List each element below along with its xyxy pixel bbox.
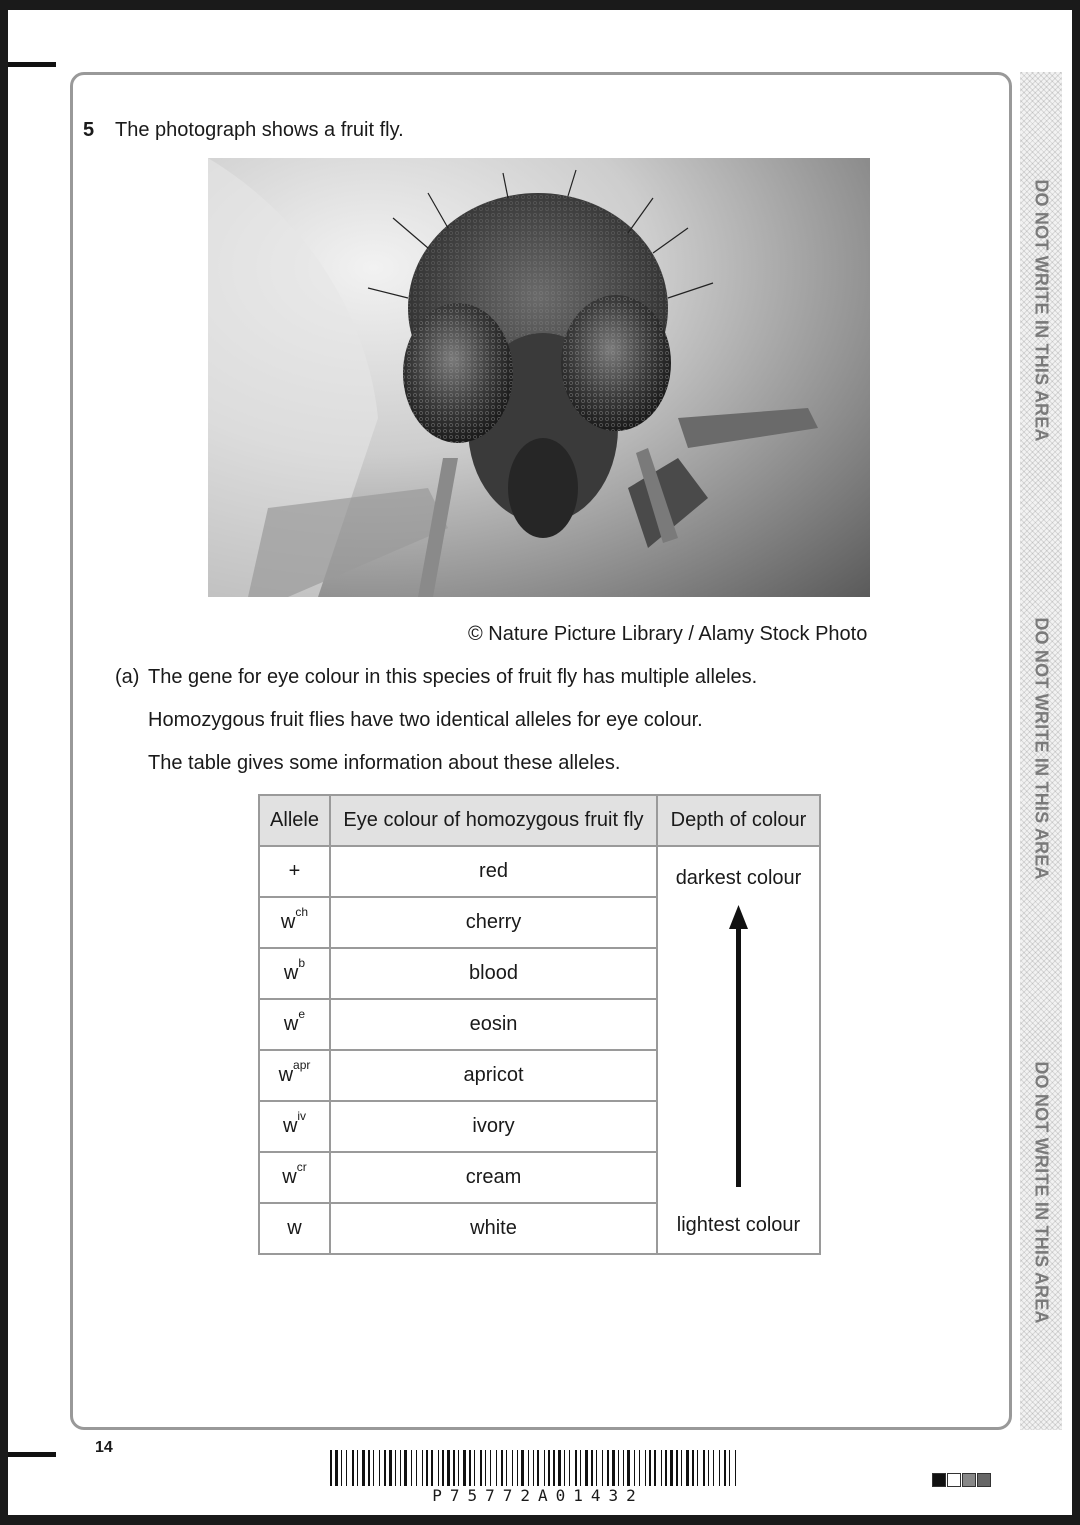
eye-colour-cell: ivory — [330, 1101, 657, 1152]
corner-mark-3 — [962, 1473, 976, 1487]
barcode-bar — [681, 1450, 682, 1486]
barcode-bar — [384, 1450, 386, 1486]
barcode-bar — [639, 1450, 640, 1486]
margin-notice-1: DO NOT WRITE IN THIS AREA — [1031, 179, 1052, 442]
eye-colour-cell: cherry — [330, 897, 657, 948]
barcode-bar — [575, 1450, 577, 1486]
eye-colour-cell: eosin — [330, 999, 657, 1050]
allele-cell: w — [259, 1203, 330, 1254]
allele-cell: $w^e$ — [259, 999, 330, 1050]
barcode-bar — [368, 1450, 370, 1486]
barcode-bar — [585, 1450, 588, 1486]
barcode-bar — [357, 1450, 358, 1486]
barcode-bar — [517, 1450, 518, 1486]
question-intro: The photograph shows a fruit fly. — [115, 119, 404, 141]
header-eye-colour: Eye colour of homozygous fruit fly — [330, 795, 657, 846]
registration-mark-top — [8, 62, 56, 67]
barcode-bar — [729, 1450, 730, 1486]
barcode — [330, 1450, 746, 1486]
barcode-bar — [548, 1450, 550, 1486]
barcode-bar — [670, 1450, 673, 1486]
barcode-bar — [618, 1450, 619, 1486]
barcode-bar — [654, 1450, 656, 1486]
barcode-bar — [330, 1450, 332, 1486]
allele-cell: $w^b$ — [259, 948, 330, 999]
up-arrow-icon — [658, 905, 819, 1187]
barcode-bar — [506, 1450, 507, 1486]
barcode-bar — [474, 1450, 475, 1486]
eye-colour-cell: apricot — [330, 1050, 657, 1101]
barcode-bar — [623, 1450, 624, 1486]
question-number: 5 — [83, 119, 95, 141]
allele-cell: + — [259, 846, 330, 897]
barcode-bar — [379, 1450, 380, 1486]
barcode-bar — [411, 1450, 412, 1486]
barcode-bar — [447, 1450, 450, 1486]
barcode-bar — [480, 1450, 482, 1486]
allele-cell: $w^{ch}$ — [259, 897, 330, 948]
barcode-bar — [521, 1450, 524, 1486]
barcode-bar — [569, 1450, 570, 1486]
barcode-bar — [665, 1450, 667, 1486]
barcode-bar — [438, 1450, 439, 1486]
barcode-bar — [404, 1450, 407, 1486]
barcode-bar — [627, 1450, 630, 1486]
depth-of-colour-cell — [657, 846, 820, 1254]
barcode-bar — [596, 1450, 597, 1486]
barcode-bar — [362, 1450, 365, 1486]
barcode-bar — [335, 1450, 338, 1486]
table-row — [259, 846, 820, 897]
barcode-bar — [490, 1450, 491, 1486]
barcode-bar — [719, 1450, 720, 1486]
part-a-paragraph-3: The table gives some information about these alleles. — [148, 752, 621, 774]
fruit-fly-photograph — [208, 158, 870, 597]
barcode-bar — [537, 1450, 539, 1486]
barcode-bar — [389, 1450, 392, 1486]
barcode-bar — [463, 1450, 466, 1486]
barcode-bar — [564, 1450, 565, 1486]
photo-credit: © Nature Picture Library / Alamy Stock Photo — [468, 623, 868, 645]
barcode-bar — [580, 1450, 581, 1486]
fruit-fly-illustration — [208, 158, 870, 597]
eye-colour-cell: red — [330, 846, 657, 897]
barcode-bar — [416, 1450, 417, 1486]
barcode-bar — [431, 1450, 433, 1486]
barcode-bar — [544, 1450, 545, 1486]
barcode-bar — [686, 1450, 689, 1486]
exam-page — [8, 10, 1072, 1515]
do-not-write-margin — [1020, 72, 1062, 1430]
barcode-bar — [612, 1450, 615, 1486]
registration-mark-bottom — [8, 1452, 56, 1457]
header-allele: Allele — [259, 795, 330, 846]
barcode-bar — [724, 1450, 726, 1486]
barcode-bar — [469, 1450, 471, 1486]
barcode-bar — [634, 1450, 635, 1486]
page-number: 14 — [95, 1439, 113, 1456]
allele-cell: $w^{apr}$ — [259, 1050, 330, 1101]
barcode-bar — [676, 1450, 678, 1486]
barcode-bar — [528, 1450, 529, 1486]
barcode-bar — [602, 1450, 603, 1486]
barcode-bar — [442, 1450, 444, 1486]
barcode-bar — [501, 1450, 503, 1486]
part-a-paragraph-2: Homozygous fruit flies have two identical alleles for eye colour. — [148, 709, 703, 731]
corner-mark-4 — [977, 1473, 991, 1487]
header-depth-of-colour: Depth of colour — [657, 795, 820, 846]
barcode-bar — [558, 1450, 561, 1486]
barcode-bar — [713, 1450, 714, 1486]
barcode-bar — [395, 1450, 396, 1486]
allele-cell: $w^{iv}$ — [259, 1101, 330, 1152]
barcode-bar — [485, 1450, 486, 1486]
allele-table — [258, 794, 821, 1255]
barcode-bar — [373, 1450, 374, 1486]
corner-mark-1 — [932, 1473, 946, 1487]
barcode-bar — [661, 1450, 662, 1486]
part-a-label: (a) — [115, 666, 140, 688]
depth-top-label: darkest colour — [675, 867, 802, 889]
barcode-bar — [645, 1450, 646, 1486]
barcode-bar — [496, 1450, 497, 1486]
barcode-bar — [458, 1450, 459, 1486]
eye-colour-cell: cream — [330, 1152, 657, 1203]
barcode-text: P75772A01432 — [432, 1486, 644, 1505]
barcode-bar — [512, 1450, 513, 1486]
eye-colour-cell: white — [330, 1203, 657, 1254]
barcode-bar — [553, 1450, 555, 1486]
barcode-bar — [703, 1450, 705, 1486]
barcode-bar — [607, 1450, 609, 1486]
barcode-bar — [697, 1450, 698, 1486]
allele-cell: $w^{cr}$ — [259, 1152, 330, 1203]
barcode-bar — [591, 1450, 593, 1486]
margin-notice-3: DO NOT WRITE IN THIS AREA — [1031, 1061, 1052, 1324]
corner-mark-2 — [947, 1473, 961, 1487]
barcode-bar — [352, 1450, 354, 1486]
part-a-paragraph-1: The gene for eye colour in this species of fruit fly has multiple alleles. — [148, 666, 758, 688]
barcode-bar — [649, 1450, 651, 1486]
table-header-row — [259, 795, 820, 846]
barcode-bar — [533, 1450, 534, 1486]
barcode-bar — [708, 1450, 709, 1486]
barcode-bar — [692, 1450, 694, 1486]
page-corner-marks — [932, 1473, 992, 1487]
barcode-bar — [341, 1450, 342, 1486]
barcode-bar — [735, 1450, 736, 1486]
eye-colour-cell: blood — [330, 948, 657, 999]
barcode-bar — [400, 1450, 401, 1486]
barcode-bar — [453, 1450, 455, 1486]
margin-notice-2: DO NOT WRITE IN THIS AREA — [1031, 617, 1052, 880]
barcode-bar — [346, 1450, 347, 1486]
depth-bottom-label: lightest colour — [676, 1214, 801, 1236]
barcode-bar — [426, 1450, 428, 1486]
barcode-bar — [422, 1450, 423, 1486]
